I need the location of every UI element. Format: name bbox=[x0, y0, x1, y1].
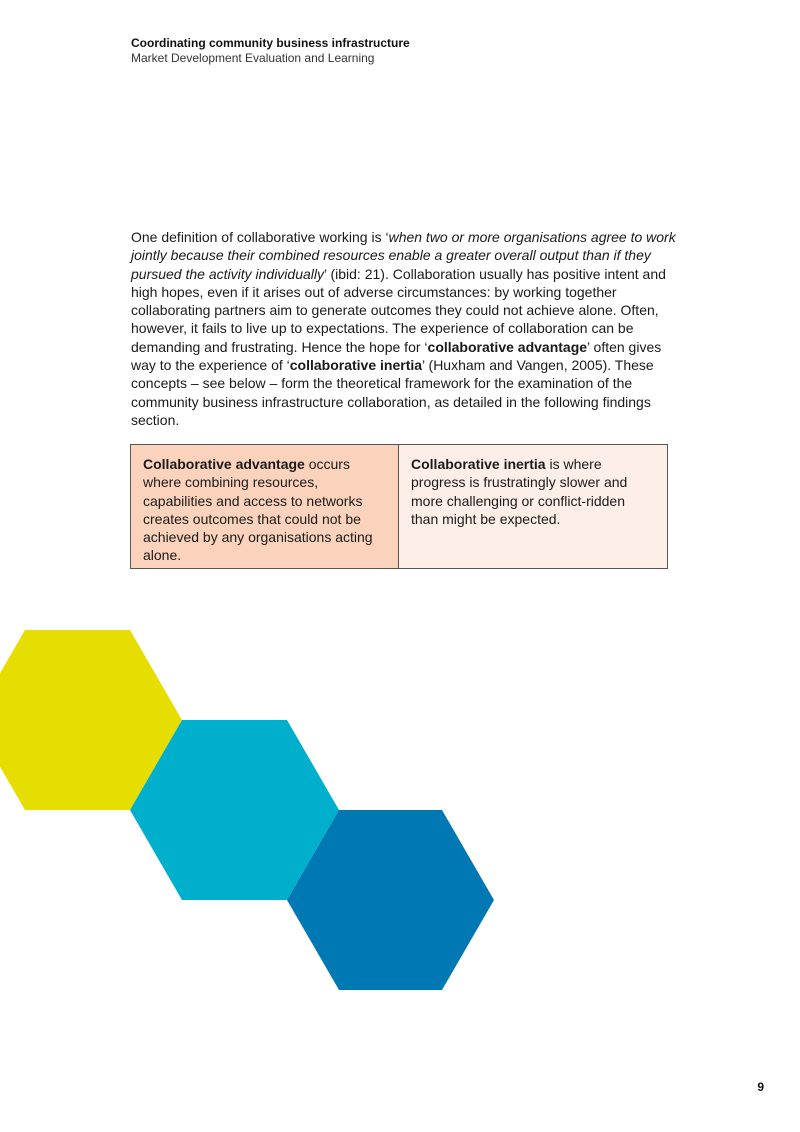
text-run: ’ (Huxham and Vangen, 2005). These concepts – see below – form the theoretical framework for the examination of the community business infrastructure collaboration, as detailed in the following findings section. bbox=[131, 357, 654, 428]
inertia-definition-cell bbox=[399, 445, 667, 568]
term-collaborative-inertia: collaborative inertia bbox=[289, 357, 423, 374]
body-paragraph bbox=[131, 228, 676, 429]
text-run: ’ (ibid: 21). Collaboration usually has positive intent and high hopes, even if it arises out of adverse circumstances: by working together collaborating partners aim to generate outcomes they could not achieve alone. Often, however, it fails to live up to expectations. The experience of collaboration can be demanding and frustrating. Hence the hope for ‘ bbox=[131, 265, 666, 355]
advantage-definition-cell bbox=[131, 445, 399, 568]
advantage-text: occurs where combining resources, capabilities and access to networks creates outcomes that could not be achieved by any organisations acting alone. bbox=[143, 456, 373, 564]
term-collaborative-advantage: collaborative advantage bbox=[427, 338, 588, 355]
quoted-definition: when two or more organisations agree to work jointly because their combined resources enable a greater overall output than if they pursued the activity individually bbox=[131, 229, 676, 282]
text-run: One definition of collaborative working is ‘ bbox=[131, 229, 389, 245]
advantage-term: Collaborative advantage bbox=[143, 456, 305, 472]
definitions-table bbox=[130, 444, 668, 569]
running-header bbox=[131, 36, 410, 66]
inertia-text: is where progress is frustratingly slower and more challenging or conflict-ridden than might be expected. bbox=[411, 456, 628, 527]
document-subtitle: Market Development Evaluation and Learning bbox=[131, 51, 375, 65]
page-number: 9 bbox=[757, 1080, 764, 1094]
inertia-term: Collaborative inertia bbox=[411, 456, 546, 472]
document-title: Coordinating community business infrastructure bbox=[131, 36, 410, 50]
text-run: ’ often gives way to the experience of ‘ bbox=[131, 338, 662, 374]
hexagon-decoration bbox=[0, 620, 520, 1000]
